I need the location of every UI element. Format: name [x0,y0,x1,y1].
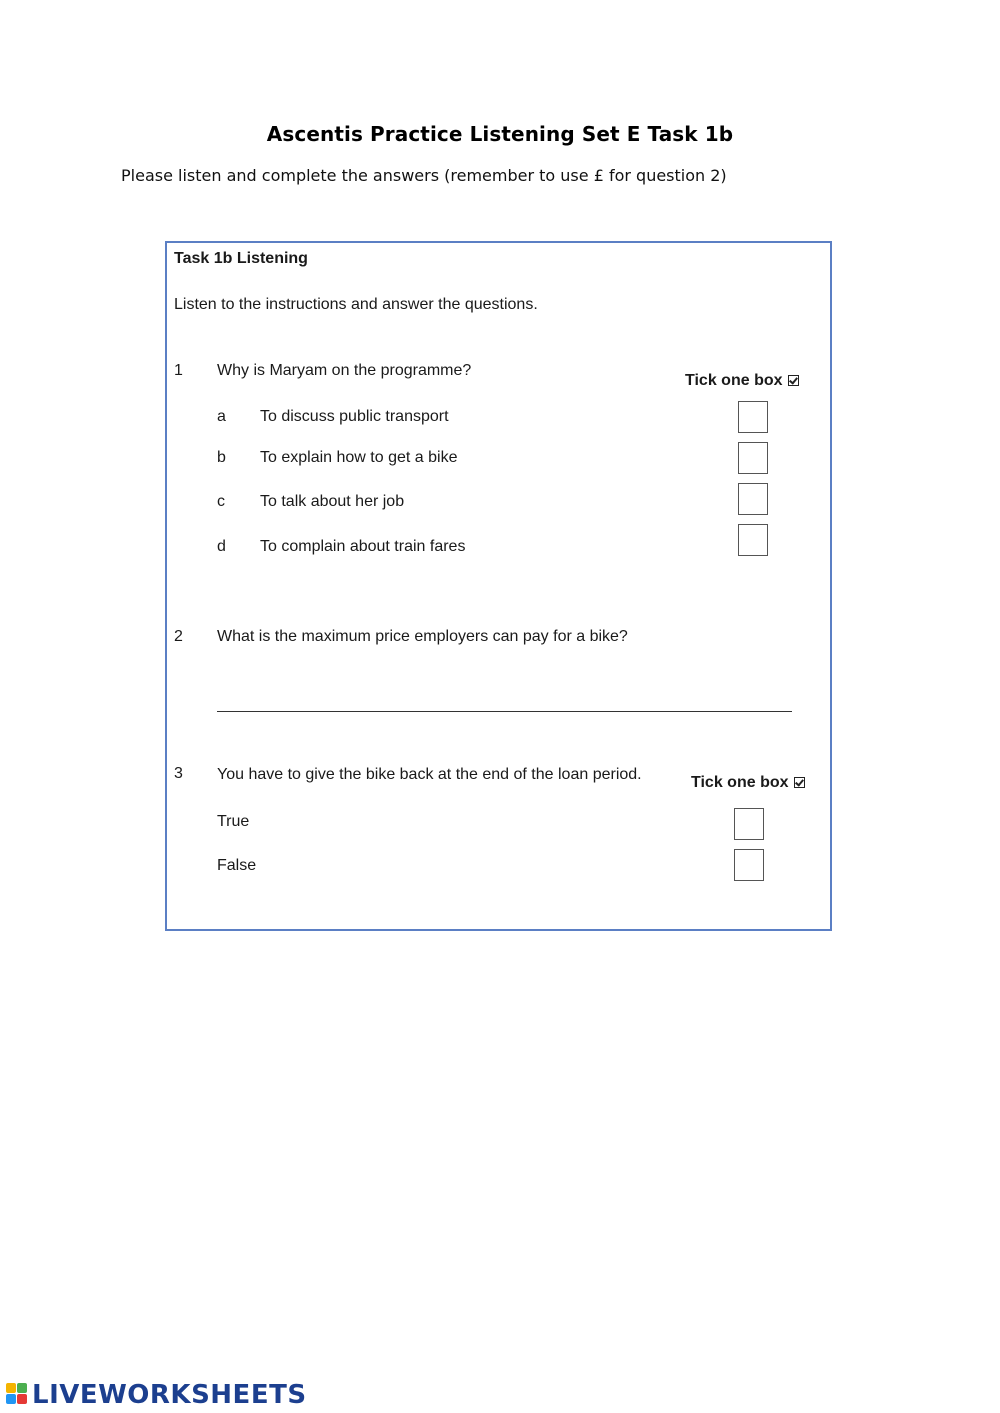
option-letter: d [217,538,226,555]
task-heading: Task 1b Listening [174,250,308,267]
question-2-text: What is the maximum price employers can pay for a bike? [217,628,628,645]
question-1-text: Why is Maryam on the programme? [217,362,472,379]
q1-option-a-checkbox[interactable] [738,401,768,433]
option-text: False [217,857,257,874]
option-text: To discuss public transport [260,408,449,425]
question-3-text: You have to give the bike back at the end of the loan period. [217,766,642,783]
question-2-answer-input[interactable] [217,691,792,712]
option-letter: b [217,449,226,466]
option-text: To complain about train fares [260,538,466,555]
q1-option-d-checkbox[interactable] [738,524,768,556]
page-title: Ascentis Practice Listening Set E Task 1b [266,122,734,146]
option-text: To talk about her job [260,493,405,510]
liveworksheets-logo-icon [6,1383,28,1405]
q3-true-checkbox[interactable] [734,808,764,840]
option-text: To explain how to get a bike [260,449,458,466]
question-2-number: 2 [174,628,183,645]
checkbox-checked-icon [794,777,805,788]
q1-option-b-checkbox[interactable] [738,442,768,474]
option-text: True [217,813,250,830]
question-1-tick-label [685,372,799,390]
task-panel [165,241,832,931]
question-3-tick-label [691,774,805,792]
question-1-number: 1 [174,362,183,379]
tick-label-text: Tick one box [685,372,783,389]
q3-false-checkbox[interactable] [734,849,764,881]
q1-option-c-checkbox[interactable] [738,483,768,515]
checkbox-checked-icon [788,375,799,386]
liveworksheets-logo [6,1380,307,1412]
option-letter: a [217,408,226,425]
task-intro: Listen to the instructions and answer the questions. [174,296,538,313]
option-letter: c [217,493,225,510]
question-3-number: 3 [174,765,183,782]
liveworksheets-brand-text: LIVEWORKSHEETS [32,1380,307,1410]
page-instruction: Please listen and complete the answers (remember to use £ for question 2) [121,166,727,185]
tick-label-text: Tick one box [691,774,789,791]
